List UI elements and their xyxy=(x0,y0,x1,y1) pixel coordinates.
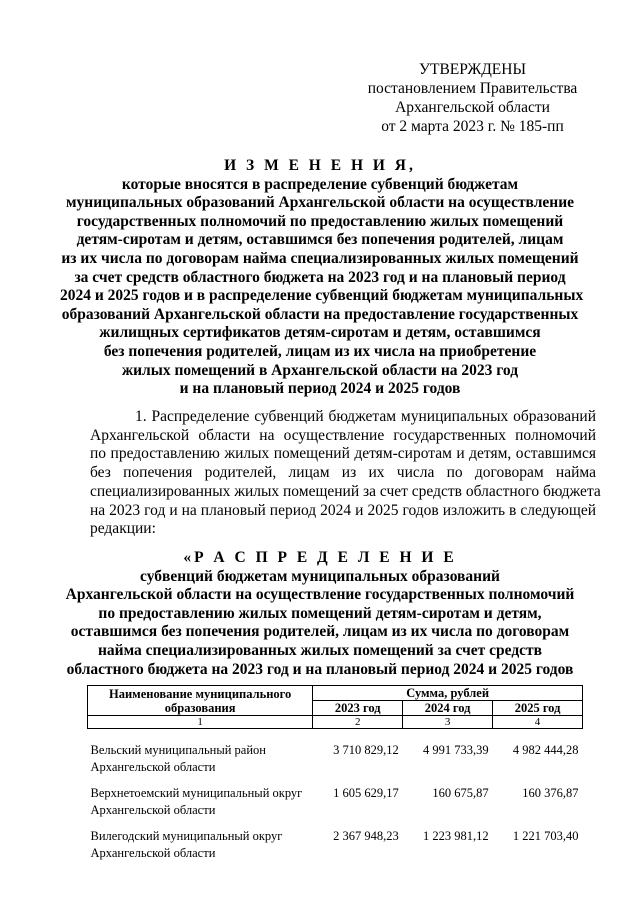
heading-line: без попечения родителей, лицам из их числа на приобретение xyxy=(103,342,537,360)
heading-line: жилищных сертификатов детям-сиротам и детям, оставшимся xyxy=(99,324,541,342)
paragraph-line: специализированных жилых помещений за счет средств областного бюджета xyxy=(90,482,601,500)
column-numbers-row xyxy=(88,716,583,729)
heading-line: и на плановый период 2024 и 2025 годов xyxy=(179,380,461,398)
table-row xyxy=(88,819,583,862)
heading-line: найма специализированных жилых помещений за счет средств xyxy=(97,641,543,659)
paragraph-line: на 2023 год и на плановый период 2024 и 2025 годов изложить в следующей xyxy=(90,501,596,519)
heading-line: жилых помещений в Архангельской области на 2023 год xyxy=(121,361,519,379)
column-number: 3 xyxy=(403,716,493,729)
approval-title: УТВЕРЖДЕНЫ xyxy=(419,61,526,78)
distribution-table xyxy=(87,685,583,862)
distribution-title: «Р А С П Р Е Д Е Л Е Н И Е xyxy=(183,549,457,566)
changes-heading xyxy=(60,157,584,399)
value-2023: 2 367 948,23 xyxy=(333,829,399,843)
value-2024: 4 991 733,39 xyxy=(422,743,489,757)
heading-line: субвенций бюджетам муниципальных образований xyxy=(140,567,500,585)
document-title: И З М Е Н Е Н И Я, xyxy=(224,157,416,174)
paragraph-line: по предоставлению жилых помещений детям-сиротам и детям, оставшимся xyxy=(90,445,596,463)
heading-line: муниципальных образований Архангельской области на осуществление xyxy=(65,194,575,212)
paragraph-line: без попечения родителей, лицам из их числа по договорам найма xyxy=(90,464,596,482)
body-paragraph xyxy=(90,408,601,539)
municipality-name: Вельский муниципальный район Архангельской области xyxy=(90,743,266,774)
approval-line: Архангельской области xyxy=(395,99,550,116)
approval-date-line: от 2 марта 2023 г. № 185-пп xyxy=(381,118,564,135)
paragraph-line: Архангельской области на осуществление государственных полномочий xyxy=(90,426,596,444)
heading-line: оставшимся без попечения родителей, лицам из их числа по договорам xyxy=(70,623,570,641)
column-number: 2 xyxy=(313,716,403,729)
paragraph-line: редакции: xyxy=(90,520,156,538)
heading-line: образований Архангельской области на предоставление государственных xyxy=(61,305,579,323)
table-header-row xyxy=(88,686,583,701)
header-name: Наименование муниципального образования xyxy=(88,686,313,716)
municipality-name: Вилегодский муниципальный округ Архангельской области xyxy=(90,829,283,860)
value-2023: 3 710 829,12 xyxy=(333,743,399,757)
heading-line: областного бюджета на 2023 год и на плановый период 2024 и 2025 годов xyxy=(66,660,574,678)
value-2025: 4 982 444,28 xyxy=(512,743,579,757)
paragraph-line: 1. Распределение субвенций бюджетам муниципальных образований xyxy=(135,408,596,425)
heading-line: из их числа по договорам найма специализированных жилых помещений xyxy=(61,249,579,267)
approval-block xyxy=(360,60,585,136)
value-2025: 160 376,87 xyxy=(522,786,579,800)
distribution-heading xyxy=(60,549,580,679)
value-2024: 1 223 981,12 xyxy=(422,829,489,843)
value-2024: 160 675,87 xyxy=(432,786,489,800)
heading-line: Архангельской области на осуществление государственных полномочий xyxy=(65,586,575,604)
heading-line: по предоставлению жилых помещений детям-сиротам и детям, xyxy=(98,604,542,622)
heading-line: за счет средств областного бюджета на 2023 год и на плановый период xyxy=(74,268,566,286)
municipality-name: Верхнетоемский муниципальный округ Архангельской области xyxy=(90,786,303,817)
column-number: 4 xyxy=(493,716,583,729)
heading-line: которые вносятся в распределение субвенций бюджетам xyxy=(121,175,519,193)
table-row xyxy=(88,729,583,777)
header-year: 2025 год xyxy=(493,701,583,716)
approval-line: постановлением Правительства xyxy=(367,80,578,97)
value-2025: 1 221 703,40 xyxy=(512,829,579,843)
value-2023: 1 605 629,17 xyxy=(333,786,399,800)
header-sum: Сумма, рублей xyxy=(313,686,583,701)
table-row xyxy=(88,776,583,819)
heading-line: 2024 и 2025 годов и в распределение субвенций бюджетам муниципальных xyxy=(60,287,584,305)
heading-line: детям-сиротам и детям, оставшимся без попечения родителей, лицам xyxy=(76,231,564,249)
heading-line: государственных полномочий по предоставлению жилых помещений xyxy=(76,212,564,230)
header-year: 2024 год xyxy=(403,701,493,716)
header-year: 2023 год xyxy=(313,701,403,716)
column-number: 1 xyxy=(88,716,313,729)
